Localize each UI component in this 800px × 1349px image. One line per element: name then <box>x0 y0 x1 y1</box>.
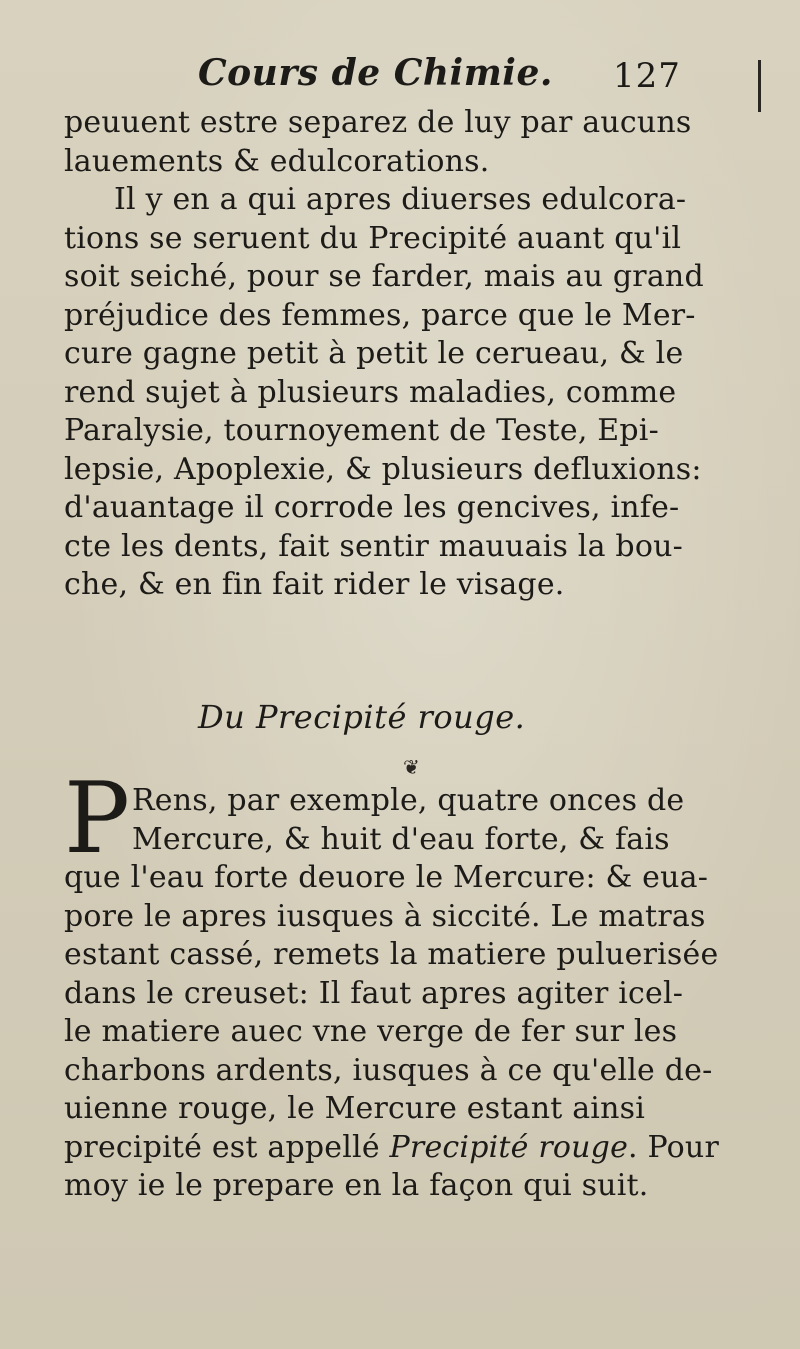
text-line: lepsie, Apoplexie, & plusieurs defluxions: <box>64 451 702 487</box>
paragraph-2-opening <box>132 782 684 859</box>
text-line: cure gagne petit à petit le cerueau, & le <box>64 336 684 371</box>
paragraph-1 <box>64 104 704 605</box>
text-line: Mercure, & huit d'eau forte, & fais <box>132 821 670 857</box>
text-line: estant cassé, remets la matiere puluerisée <box>64 937 719 972</box>
text-line: le matiere auec vne verge de fer sur les <box>64 1014 678 1049</box>
italic-term: Precipité rouge <box>389 1129 629 1165</box>
text-line: charbons ardents, iusques à ce qu'elle de- <box>64 1052 713 1088</box>
page-header <box>0 52 800 100</box>
paragraph-2 <box>64 859 719 1206</box>
text-line: Rens, par exemple, quatre onces de <box>132 783 685 818</box>
text-line: d'auantage il corrode les gencives, infe- <box>64 490 680 525</box>
text-line-with-italic <box>64 1129 719 1168</box>
text-line: rend sujet à plusieurs maladies, comme <box>64 374 677 410</box>
running-head: Cours de Chimie. <box>198 52 553 94</box>
text-fragment: precipité est appellé <box>64 1129 390 1165</box>
text-line: pore le apres iusques à siccité. Le matras <box>64 898 706 934</box>
text-line: préjudice des femmes, parce que le Mer- <box>64 297 696 333</box>
text-line: Paralysie, tournoyement de Teste, Epi- <box>64 413 659 448</box>
drop-cap: P <box>64 762 130 876</box>
text-line: peuuent estre separez de luy par aucuns <box>64 105 692 140</box>
text-line: que l'eau forte deuore le Mercure: & eua- <box>64 860 709 895</box>
text-line: dans le creuset: Il faut apres agiter icel- <box>64 975 684 1011</box>
page-number: 127 <box>613 56 681 96</box>
text-line: tions se seruent du Precipité auant qu'il <box>64 220 682 256</box>
text-line: lauements & edulcorations. <box>64 143 490 179</box>
ornament-icon: ❦ <box>403 755 420 779</box>
text-line: uienne rouge, le Mercure estant ainsi <box>64 1091 646 1126</box>
section-heading: Du Precipité rouge. <box>198 698 526 736</box>
text-line: Il y en a qui apres diuerses edulcora- <box>114 182 687 217</box>
text-line: moy ie le prepare en la façon qui suit. <box>64 1168 649 1203</box>
text-fragment: . Pour <box>628 1129 719 1165</box>
text-line: soit seiché, pour se farder, mais au grand <box>64 259 704 294</box>
text-line: cte les dents, fait sentir mauuais la bou- <box>64 528 683 564</box>
text-line: che, & en fin fait rider le visage. <box>64 567 565 602</box>
